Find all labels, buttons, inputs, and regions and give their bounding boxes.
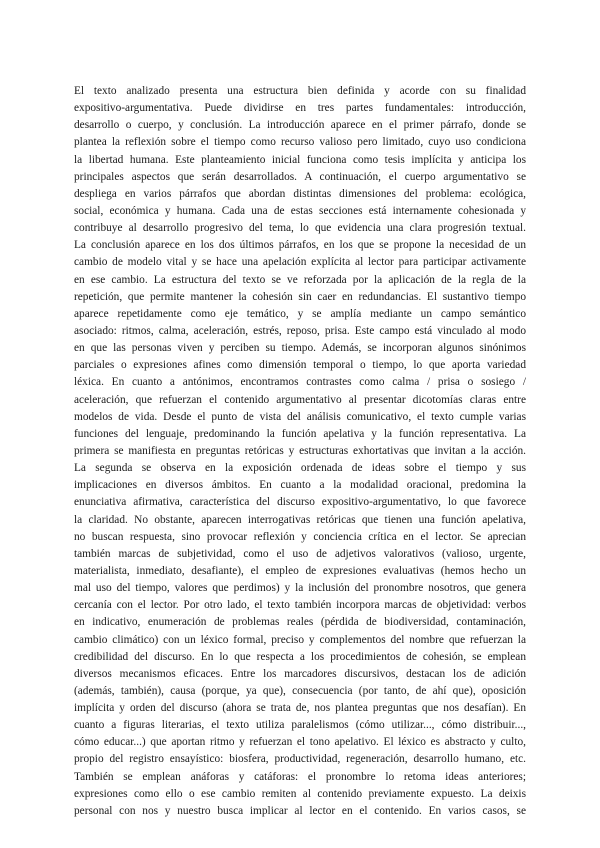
text-line: implícita y orden del discurso (ahora se trata de, nos plantea preguntas que nos desafían). En xyxy=(74,702,526,715)
text-line: contribuye al desarrollo progresivo del tema, lo que evidencia una clara progresión textual. xyxy=(74,222,526,235)
text-line: cómo educar...) que aportan ritmo y refuerzan el tono apelativo. El léxico es abstracto y culto, xyxy=(74,736,526,749)
text-line: materialista, inmediato, desafiante), el empleo de expresiones evaluativas (hemos hecho un xyxy=(74,564,526,577)
text-line: enunciativa afirmativa, característica del discurso expositivo-argumentativo, lo que favorece xyxy=(74,496,526,509)
text-line: expositivo-argumentativa. Puede dividirse en tres partes fundamentales: introducción, xyxy=(74,102,526,115)
text-line: léxica. En cuanto a antónimos, encontramos contrastes como calma / prisa o sosiego / xyxy=(74,376,526,389)
text-line: También se emplean anáforas y catáforas: el pronombre lo retoma ideas anteriores; xyxy=(74,770,526,783)
text-line: en indicativo, enumeración de problemas reales (pérdida de biodiversidad, contaminación, xyxy=(74,616,526,629)
text-line: cercanía con el lector. Por otro lado, el texto también incorpora marcas de objetividad: verbos xyxy=(74,599,526,612)
text-line: social, económica y humana. Cada una de estas secciones está internamente cohesionada y xyxy=(74,204,526,217)
text-line: El texto analizado presenta una estructura bien definida y acorde con su finalidad xyxy=(74,85,526,97)
text-line: personal con nos y nuestro busca implicar al lector en el contenido. En varios casos, se xyxy=(74,804,526,817)
text-line: en ese cambio. La estructura del texto se ve reforzada por la aplicación de la regla de la xyxy=(74,273,526,286)
text-line: diversos mecanismos eficaces. Entre los marcadores discursivos, destacan los de adición xyxy=(74,667,526,680)
text-line: implicaciones en diversos ámbitos. En cuanto a la modalidad oracional, predomina la xyxy=(74,479,526,492)
text-line: mal uso del tiempo, valores que perdimos) y la inclusión del pronombre nosotros, que genera xyxy=(74,582,526,595)
text-line: también marcas de subjetividad, como el uso de adjetivos valorativos (valioso, urgente, xyxy=(74,547,526,560)
text-line: La segunda se observa en la exposición ordenada de ideas sobre el tiempo y sus xyxy=(74,462,526,475)
text-line: desarrollo o cuerpo, y conclusión. La introducción aparece en el primer párrafo, donde se xyxy=(74,119,526,132)
text-line: modelos de vida. Desde el punto de vista del análisis comunicativo, el texto cumple varias xyxy=(74,410,526,423)
text-line: la libertad humana. Este planteamiento inicial funciona como tesis implícita y anticipa los xyxy=(74,153,526,166)
text-line: principales aspectos que serán desarrollados. A continuación, el cuerpo argumentativo se xyxy=(74,170,526,183)
text-line: cuanto a figuras literarias, el texto utiliza paralelismos (cómo utilizar..., cómo distribuir..., xyxy=(74,719,526,732)
text-line: primera se manifiesta en preguntas retóricas y estructuras exhortativas que invitan a la acción. xyxy=(74,444,526,457)
text-line: no buscan respuesta, sino provocar reflexión y conciencia crítica en el lector. Se aprecian xyxy=(74,530,526,543)
text-line: funciones del lenguaje, predominando la función apelativa y la función representativa. La xyxy=(74,427,526,440)
text-line: expresiones como ello o ese cambio remiten al contenido previamente expuesto. La deixis xyxy=(74,787,526,800)
text-line: en que las personas viven y perciben su tiempo. Además, se incorporan algunos sinónimos xyxy=(74,342,526,355)
text-line: parciales o expresiones afines como dimensión temporal o tiempo, lo que aporta variedad xyxy=(74,359,526,372)
text-line: (además, también), causa (porque, ya que), consecuencia (por tanto, de ahí que), oposición xyxy=(74,684,526,697)
text-line: cambio climático) con un léxico formal, preciso y complementos del nombre que refuerzan la xyxy=(74,633,526,646)
text-line: cambio de modelo vital y se hace una apelación explícita al lector para participar activamente xyxy=(74,256,526,269)
text-line: asociado: ritmos, calma, aceleración, estrés, reposo, prisa. Este campo está vinculado al modo xyxy=(74,324,526,337)
body-paragraph xyxy=(74,83,526,820)
text-line: La conclusión aparece en los dos últimos párrafos, en los que se propone la necesidad de un xyxy=(74,239,526,252)
text-line: propio del registro ensayístico: biosfera, productividad, regeneración, desarrollo humano, etc. xyxy=(74,753,526,766)
text-line: aceleración, que refuerzan el contenido argumentativo al presentar dicotomías claras entre xyxy=(74,393,526,406)
text-line: repetición, que permite mantener la cohesión sin caer en redundancias. El sustantivo tiempo xyxy=(74,290,526,303)
text-line: aparece repetidamente como eje temático, y se amplía mediante un campo semántico xyxy=(74,307,526,320)
text-line: la claridad. No obstante, aparecen interrogativas retóricas que tienen una función apelativa, xyxy=(74,513,526,526)
text-line: credibilidad del discurso. En lo que respecta a los procedimientos de cohesión, se emplean xyxy=(74,650,526,663)
text-line: despliega en varios párrafos que abordan distintas dimensiones del problema: ecológica, xyxy=(74,187,526,200)
text-line: plantea la reflexión sobre el tiempo como recurso valioso pero limitado, cuyo uso condiciona xyxy=(74,136,526,149)
